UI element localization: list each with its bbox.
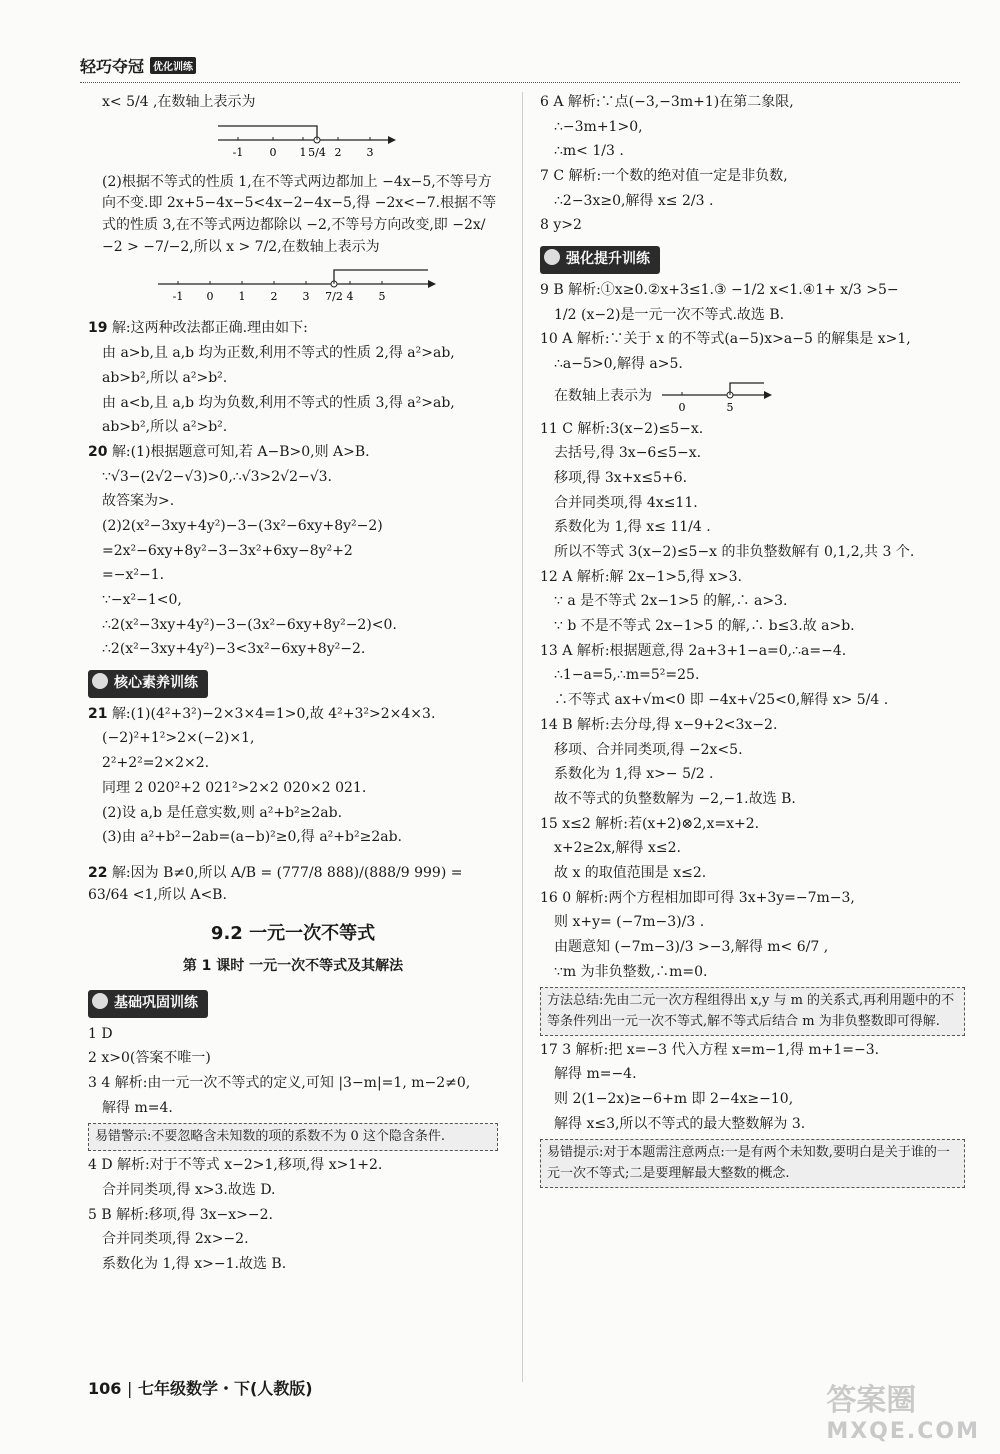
answer-line: ∵√3−(2√2−√3)>0,∴√3>2√2−√3. [102,468,332,485]
answer-line: 移项、合并同类项,得 −2x<5. [554,741,743,758]
page-number: 106 [88,1379,122,1398]
answer-line: 14 B 解析:去分母,得 x−9+2<3x−2. [540,716,778,733]
method-summary-box: 方法总结:先由二元一次方程组得出 x,y 与 m 的关系式,再利用题中的不等条件列出一元一次不等式,解不等式后结合 m 为非负整数即可得解. [540,987,965,1035]
answer-line: 在数轴上表示为 [554,387,652,404]
answer-line: 同理 2 020²+2 021²>2×2 020×2 021. [102,779,367,796]
answer-line: 16 0 解析:两个方程相加即可得 3x+3y=−7m−3, [540,889,855,906]
lesson-title: 第 1 课时 一元一次不等式及其解法 [182,958,404,975]
number-line-label: -1 [232,145,244,159]
answer-line: 解得 m=4. [102,1099,173,1116]
answer-line: 合并同类项,得 x>3.故选 D. [102,1182,276,1199]
watermark-url: MXQE.COM [826,1419,980,1444]
answer-line: 15 x≤2 解析:若(x+2)⊗2,x=x+2. [540,815,760,832]
answer-line: 解:因为 B≠0,所以 A/B = (777/8 888)/(888/9 999) = 63/64 <1,所以 A<B. [88,864,463,903]
question-number: 22 [88,864,108,881]
answer-line: 13 A 解析:根据题意,得 2a+3+1−a=0,∴a=−4. [540,642,847,659]
answer-line: 合并同类项,得 4x≤11. [554,494,698,511]
text-line: x< 5/4 ,在数轴上表示为 [102,94,256,110]
answer-line: ab>b²,所以 a²>b². [102,419,228,436]
brand-sub: 优化训练 [150,57,196,74]
answer-line: 由题意知 (−7m−3)/3 >−3,解得 m< 6/7 , [554,939,829,955]
answer-line: ∴2(x²−3xy+4y²)−3<3x²−6xy+8y²−2. [102,641,366,658]
answer-line: 解:(1)根据题意可知,若 A−B>0,则 A>B. [111,443,370,460]
answer-line: ∵m 为非负整数,∴m=0. [554,963,708,980]
answer-line: (−2)²+1²>2×(−2)×1, [102,730,255,747]
answer-line: 11 C 解析:3(x−2)≤5−x. [540,420,704,437]
answer-line: 故 x 的取值范围是 x≤2. [554,864,707,881]
answer-line: 移项,得 3x+x≤5+6. [554,469,688,486]
answer-line: 7 C 解析:一个数的绝对值一定是非负数, [540,168,788,185]
number-line-label: 5 [726,400,734,414]
watermark-text: 答案圈 [826,1383,917,1418]
number-line-label: 0 [269,145,277,159]
answer-line: 系数化为 1,得 x≤ 11/4 . [554,519,711,536]
answer-line: 解:(1)(4²+3²)−2×3×4=1>0,故 4²+3²>2×4×3. [111,705,436,722]
number-line-3 [658,379,778,415]
answer-line: 所以不等式 3(x−2)≤5−x 的非负整数解有 0,1,2,共 3 个. [554,544,915,560]
answer-line: x+2≥2x,解得 x≤2. [554,840,681,857]
number-line-label: 1 [238,290,246,304]
question-number: 20 [88,443,108,460]
answer-line: ∵ b 不是不等式 2x−1>5 的解,∴ b≤3.故 a>b. [554,618,855,635]
answer-line: =−x²−1. [102,567,165,584]
answer-line: 1 D [88,1025,113,1042]
answer-line: 解得 x≤3,所以不等式的最大整数解为 3. [554,1115,806,1132]
answer-line: 系数化为 1,得 x>−1.故选 B. [102,1256,287,1273]
answer-line: 9 B 解析:①x≥0.②x+3≤1.③ −1/2 x<1.④1+ x/3 >5− [540,281,899,298]
number-line-label: 2 [334,145,342,159]
answer-line: 12 A 解析:解 2x−1>5,得 x>3. [540,568,742,585]
brand-name: 轻巧夺冠 [80,57,145,76]
answer-line: (3)由 a²+b²−2ab=(a−b)²≥0,得 a²+b²≥2ab. [102,829,402,846]
number-line-label: 3 [302,290,310,304]
answer-line: ∴−3m+1>0, [554,118,643,135]
answer-line: 10 A 解析:∵关于 x 的不等式(a−5)x>a−5 的解集是 x>1, [540,331,911,348]
section-badge-core: 核心素养训练 [88,670,208,698]
number-line-row [540,379,965,415]
tip-box: 易错提示:对于本题需注意两点:一是有两个未知数,要明白是关于谁的一元一次不等式;二是要理解最大整数的概念. [540,1139,965,1187]
question-number: 19 [88,320,108,337]
number-line-label: 7/2 [325,290,343,304]
number-line-1 [88,118,498,168]
brand-logo [80,54,196,77]
answer-line: 6 A 解析:∵点(−3,−3m+1)在第二象限, [540,94,794,110]
answer-line: ∴2−3x≥0,解得 x≤ 2/3 . [554,192,714,209]
section-badge-strong: 强化提升训练 [540,246,660,274]
right-column [540,92,965,1192]
watermark-logo [826,1375,980,1444]
answer-line: 故答案为>. [102,493,175,510]
answer-line: ab>b²,所以 a²>b². [102,369,228,386]
number-line-label: -1 [172,290,184,304]
answer-line: 则 x+y= (−7m−3)/3 . [554,914,705,931]
number-line-label: 1 [299,145,307,159]
number-line-label: 0 [206,290,214,304]
column-divider [522,92,523,1382]
answer-line: 系数化为 1,得 x>− 5/2 . [554,766,714,783]
number-line-2 [88,262,498,314]
answer-line: ∴2(x²−3xy+4y²)−3−(3x²−6xy+8y²−2)<0. [102,616,397,633]
number-line-label: 3 [366,145,374,159]
page-footer: 106 | 七年级数学・下(人教版) [88,1379,313,1398]
answer-line: 故不等式的负整数解为 −2,−1.故选 B. [554,790,796,807]
text-paragraph: (2)根据不等式的性质 1,在不等式两边都加上 −4x−5,不等号方向不变.即 2x+5−4x−5<4x−2−4x−5,得 −2x<−7.根据不等式的性质 3,在不等式两边都除以 −2,不等号方向改变,即 −2x/−2 > −7/−2,所以 x > 7/2,在数轴上表示为 [102,173,497,255]
answer-line: ∴不等式 ax+√m<0 即 −4x+√25<0,解得 x> 5/4 . [554,692,889,709]
answer-line: 3 4 解析:由一元一次不等式的定义,可知 |3−m|=1, m−2≠0, [88,1074,471,1091]
answer-line: 5 B 解析:移项,得 3x−x>−2. [88,1206,273,1223]
answer-line: 合并同类项,得 2x>−2. [102,1231,249,1248]
number-line-label: 2 [270,290,278,304]
question-number: 21 [88,705,108,722]
answer-line: 则 2(1−2x)≥−6+m 即 2−4x≥−10, [554,1091,794,1108]
answer-line: 2²+2²=2×2×2. [102,755,210,772]
answer-line: 解:这两种改法都正确.理由如下: [111,320,308,337]
tip-box: 易错警示:不要忽略含未知数的项的系数不为 0 这个隐含条件. [88,1123,498,1151]
answer-line: 由 a>b,且 a,b 均为正数,利用不等式的性质 2,得 a²>ab, [102,345,455,362]
answer-line: ∵−x²−1<0, [102,592,182,608]
answer-line: 由 a<b,且 a,b 均为负数,利用不等式的性质 3,得 a²>ab, [102,394,455,411]
answer-line: ∵ a 是不等式 2x−1>5 的解,∴ a>3. [554,593,788,610]
section-title: 9.2 一元一次不等式 [210,923,376,945]
number-line-label: 5/4 [308,145,326,159]
section-badge-basic: 基础巩固训练 [88,990,208,1018]
answer-line: ∴m< 1/3 . [554,143,624,160]
answer-line: 去括号,得 3x−6≤5−x. [554,445,702,462]
answer-line: ∴1−a=5,∴m=5²=25. [554,667,700,684]
book-title: 七年级数学・下(人教版) [137,1379,313,1398]
number-line-label: 4 [346,290,354,304]
answer-line: 解得 m=−4. [554,1066,637,1083]
answer-line: 17 3 解析:把 x=−3 代入方程 x=m−1,得 m+1=−3. [540,1041,880,1058]
answer-line: 8 y>2 [540,217,582,234]
number-line-label: 0 [678,400,686,414]
answer-line: 2 x>0(答案不唯一) [88,1050,211,1067]
answer-line: (2)2(x²−3xy+4y²)−3−(3x²−6xy+8y²−2) [102,517,383,534]
number-line-label: 5 [378,290,386,304]
left-column [88,92,498,1279]
answer-line: 4 D 解析:对于不等式 x−2>1,移项,得 x>1+2. [88,1157,383,1174]
answer-line: (2)设 a,b 是任意实数,则 a²+b²≥2ab. [102,804,343,821]
answer-line: =2x²−6xy+8y²−3−3x²+6xy−8y²+2 [102,542,353,559]
answer-line: ∴a−5>0,解得 a>5. [554,355,683,372]
answer-line: 1/2 (x−2)是一元一次不等式.故选 B. [554,306,785,323]
page-header [80,50,960,83]
